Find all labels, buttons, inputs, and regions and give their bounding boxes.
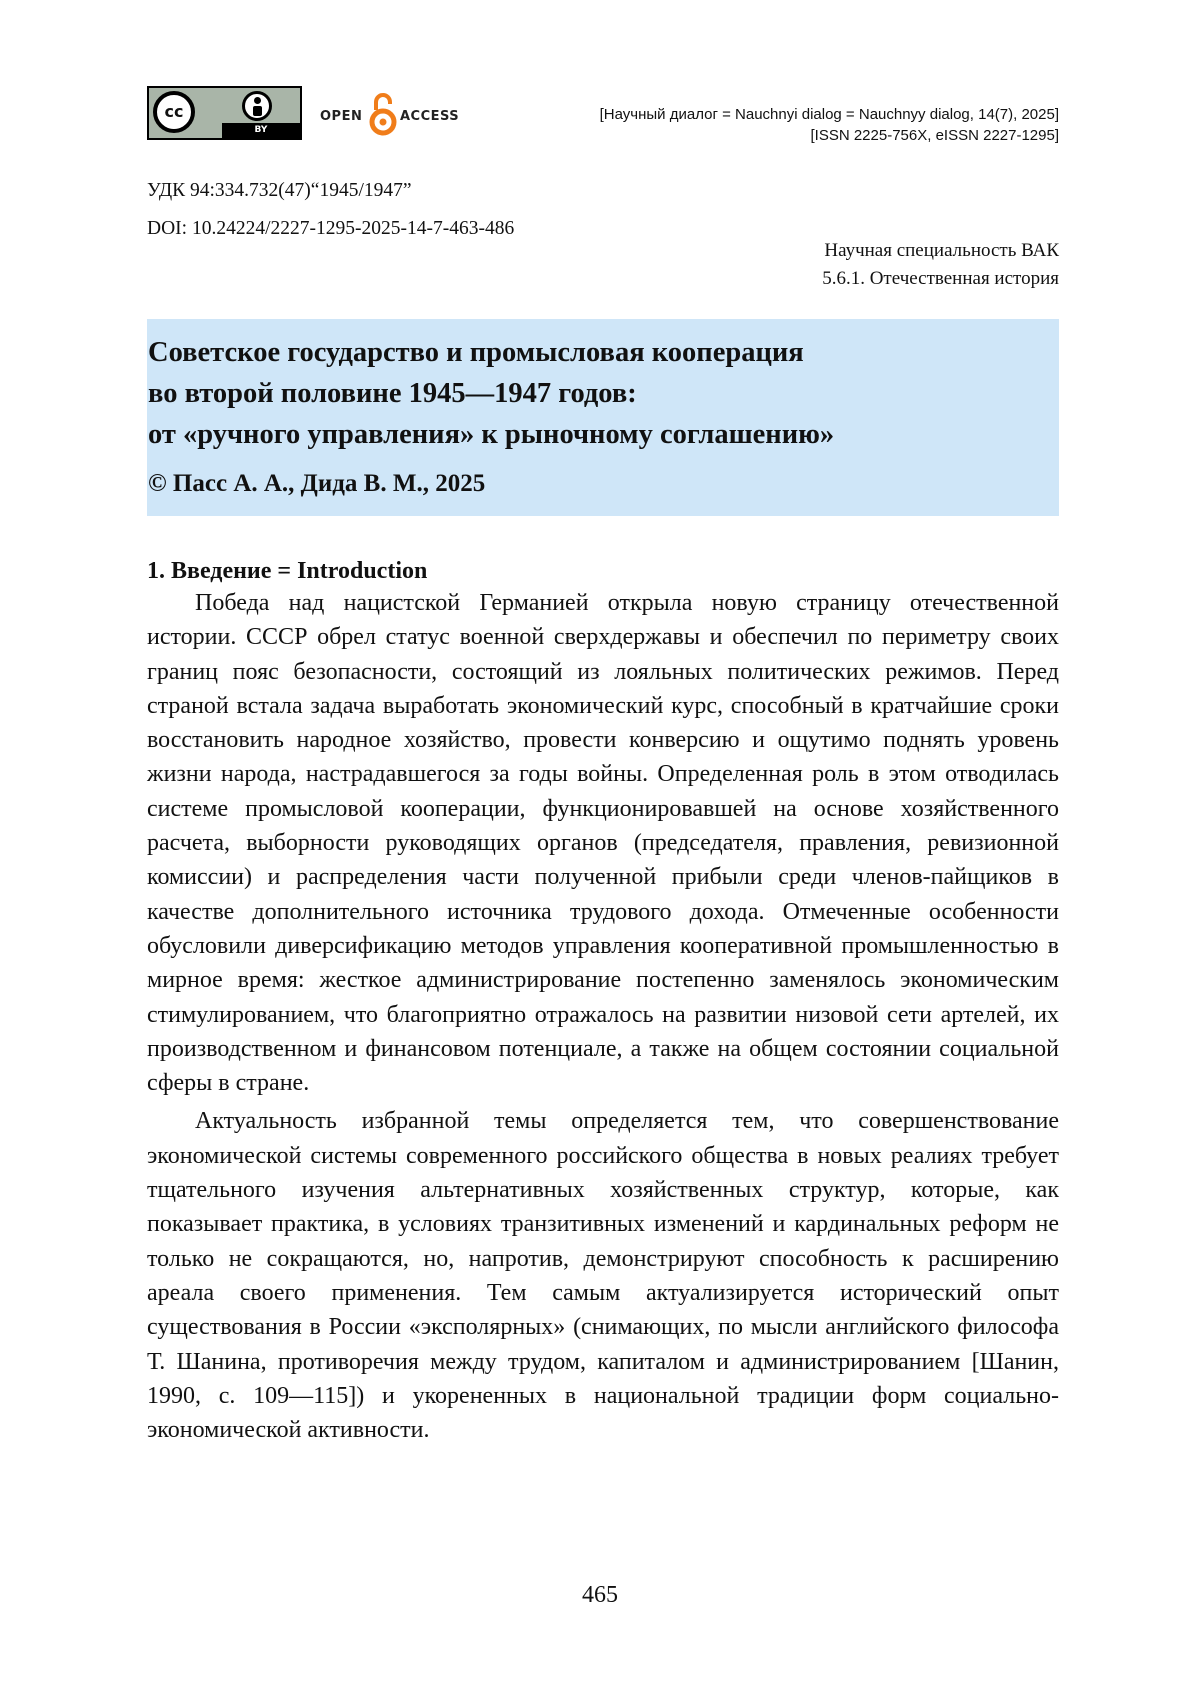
- body-paragraph-2: Актуальность избранной темы определяется тем, что совершенствование экономической системы современного российского общества в новых реалиях требует тщательного изучения альтернативных хозяйственных структур, которые, как показывает практика, в условиях транзитивных изменений и кардинальных реформ не только не сокращаются, но, напротив, демонстрируют способность к расширению ареала своего применения. Тем самым актуализируется исторический опыт существования в России «эксполярных» (снимающих, по мысли английского философа Т. Шанина, противоречия между трудом, капиталом и администрированием [Шанин, 1990, с. 109—115]) и укорененных в национальной традиции форм социально-экономической активности.: [147, 1108, 1059, 1444]
- title-block: [147, 319, 1059, 516]
- specialty-value: 5.6.1. Отечественная история: [822, 268, 1059, 289]
- attribution-person-icon: [242, 91, 272, 121]
- open-access-logo: [320, 92, 465, 136]
- title-line-1: Советское государство и промысловая кооперация: [148, 337, 804, 368]
- title-line-3: от «ручного управления» к рыночному соглашению»: [148, 419, 835, 450]
- article-authors: © Пасс А. А., Дида В. М., 2025: [148, 470, 486, 497]
- article-body: [147, 586, 1059, 1447]
- body-paragraph-1: Победа над нацистской Германией открыла новую страницу отечественной истории. СССР обрел статус военной сверхдержавы и обеспечил по периметру своих границ пояс безопасности, состоящий из лояльных политических режимов. Перед страной встала задача выработать экономический курс, способный в кратчайшие сроки восстановить народное хозяйство, провести конверсию и ощутимо поднять уровень жизни народа, настрадавшегося за годы войны. Определенная роль в этом отводилась системе промысловой кооперации, функционировавшей на основе хозяйственного расчета, выборности руководящих органов (председателя, правления, ревизионной комиссии) и распределения части полученной прибыли среди членов-пайщиков в качестве дополнительного источника трудового дохода. Отмеченные особенности обусловили диверсификацию методов управления кооперативной промышленностью в мирное время: жесткое администрирование постепенно заменялось экономическим стимулированием, что благоприятно отражалось на развитии низовой сети артелей, их производственном и финансовом потенциале, а также на общем состоянии социальной сферы в стране.: [147, 590, 1059, 1097]
- cc-label: cc: [164, 102, 184, 121]
- title-line-2: во второй половине 1945—1947 годов:: [148, 378, 637, 409]
- journal-line-1: [Научный диалог = Nauchnyi dialog = Nauchnyy dialog, 14(7), 2025]: [599, 106, 1059, 123]
- journal-citation: [600, 104, 1059, 146]
- article-title: [148, 332, 834, 455]
- doi-link[interactable]: DOI: 10.24224/2227-1295-2025-14-7-463-486: [147, 218, 515, 239]
- page-number: 465: [582, 1582, 618, 1608]
- journal-line-2: [ISSN 2225-756X, eISSN 2227-1295]: [810, 127, 1059, 144]
- open-access-word-access: ACCESS: [400, 109, 460, 124]
- open-access-word-open: OPEN: [320, 109, 363, 124]
- open-access-lock-icon: [368, 92, 398, 136]
- udk-code: УДК 94:334.732(47)“1945/1947”: [147, 180, 412, 201]
- by-label: BY: [222, 123, 300, 138]
- cc-by-license-badge: [147, 86, 302, 140]
- specialty-label: Научная специальность ВАК: [824, 240, 1059, 261]
- article-identifiers: [147, 172, 514, 248]
- vak-specialty: [822, 237, 1059, 293]
- section-heading: 1. Введение = Introduction: [147, 558, 428, 584]
- creative-commons-icon: [153, 91, 195, 133]
